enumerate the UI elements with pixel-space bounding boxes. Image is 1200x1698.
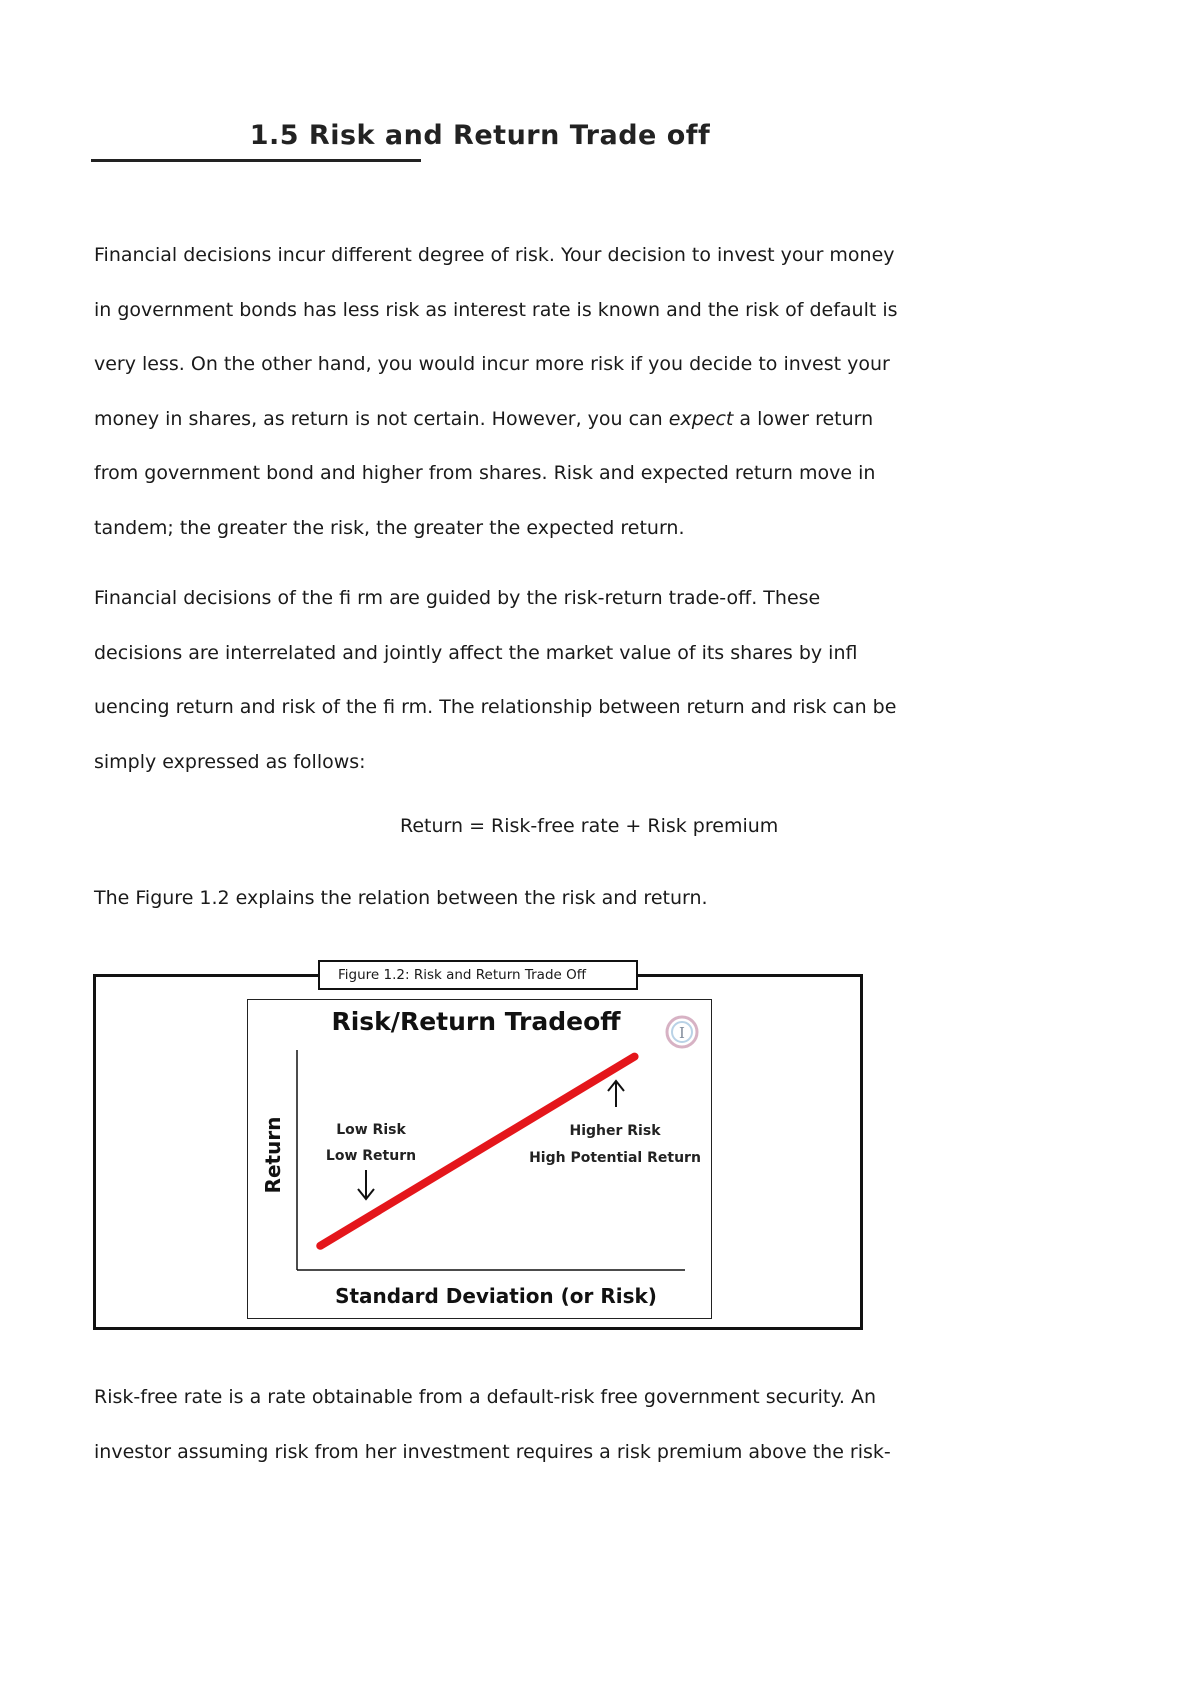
- y-axis-label: Return: [261, 1116, 285, 1194]
- heading-underline: [91, 159, 421, 162]
- low-risk-annotation: [326, 1122, 416, 1199]
- high-risk-annotation: [529, 1081, 701, 1166]
- text-line: Financial decisions of the fi rm are guided by the risk-return trade-off. These: [94, 587, 821, 609]
- arrow-up-icon: [608, 1081, 624, 1107]
- chart-title: Risk/Return Tradeoff: [331, 1007, 621, 1036]
- logo-icon: [667, 1017, 697, 1047]
- figure-reference-text: The Figure 1.2 explains the relation between the risk and return.: [94, 887, 708, 909]
- text-line: simply expressed as follows:: [94, 750, 366, 773]
- low-return-label: Low Return: [325, 1148, 417, 1164]
- text-line: investor assuming risk from her investment requires a risk premium above the risk-: [94, 1440, 891, 1463]
- x-axis-label: Standard Deviation (or Risk): [335, 1284, 657, 1308]
- text-line: from government bond and higher from shares. Risk and expected return move in: [94, 462, 876, 485]
- text-line: in government bonds has less risk as interest rate is known and the risk of default is: [94, 298, 898, 321]
- chart-container: [247, 999, 712, 1319]
- text-line: tandem; the greater the risk, the greater the expected return.: [94, 516, 685, 539]
- text-line: money in shares, as return is not certain. However, you can expect a lower return: [94, 407, 874, 430]
- section-heading: 1.5 Risk and Return Trade off: [249, 120, 711, 151]
- high-potential-return-label: High Potential Return: [529, 1150, 701, 1166]
- return-formula: Return = Risk-free rate + Risk premium: [400, 815, 779, 837]
- higher-risk-label: Higher Risk: [569, 1123, 661, 1139]
- text-line: Financial decisions incur different degree of risk. Your decision to invest your money: [94, 244, 895, 266]
- text-line: decisions are interrelated and jointly affect the market value of its shares by infl: [94, 641, 858, 664]
- low-risk-label: Low Risk: [336, 1122, 406, 1138]
- logo-glyph: I: [679, 1024, 685, 1042]
- text-line: Risk-free rate is a rate obtainable from a default-risk free government security. An: [94, 1386, 877, 1408]
- text-line: very less. On the other hand, you would incur more risk if you decide to invest your: [94, 353, 890, 376]
- figure-caption: Figure 1.2: Risk and Return Trade Off: [318, 960, 638, 990]
- paragraph-risk-intro: [94, 228, 898, 556]
- text-line: uencing return and risk of the fi rm. The relationship between return and risk can be: [94, 696, 897, 719]
- paragraph-risk-free: [94, 1370, 891, 1479]
- paragraph-tradeoff: [94, 571, 897, 789]
- risk-return-chart: [248, 1000, 710, 1317]
- arrow-down-icon: [358, 1170, 374, 1199]
